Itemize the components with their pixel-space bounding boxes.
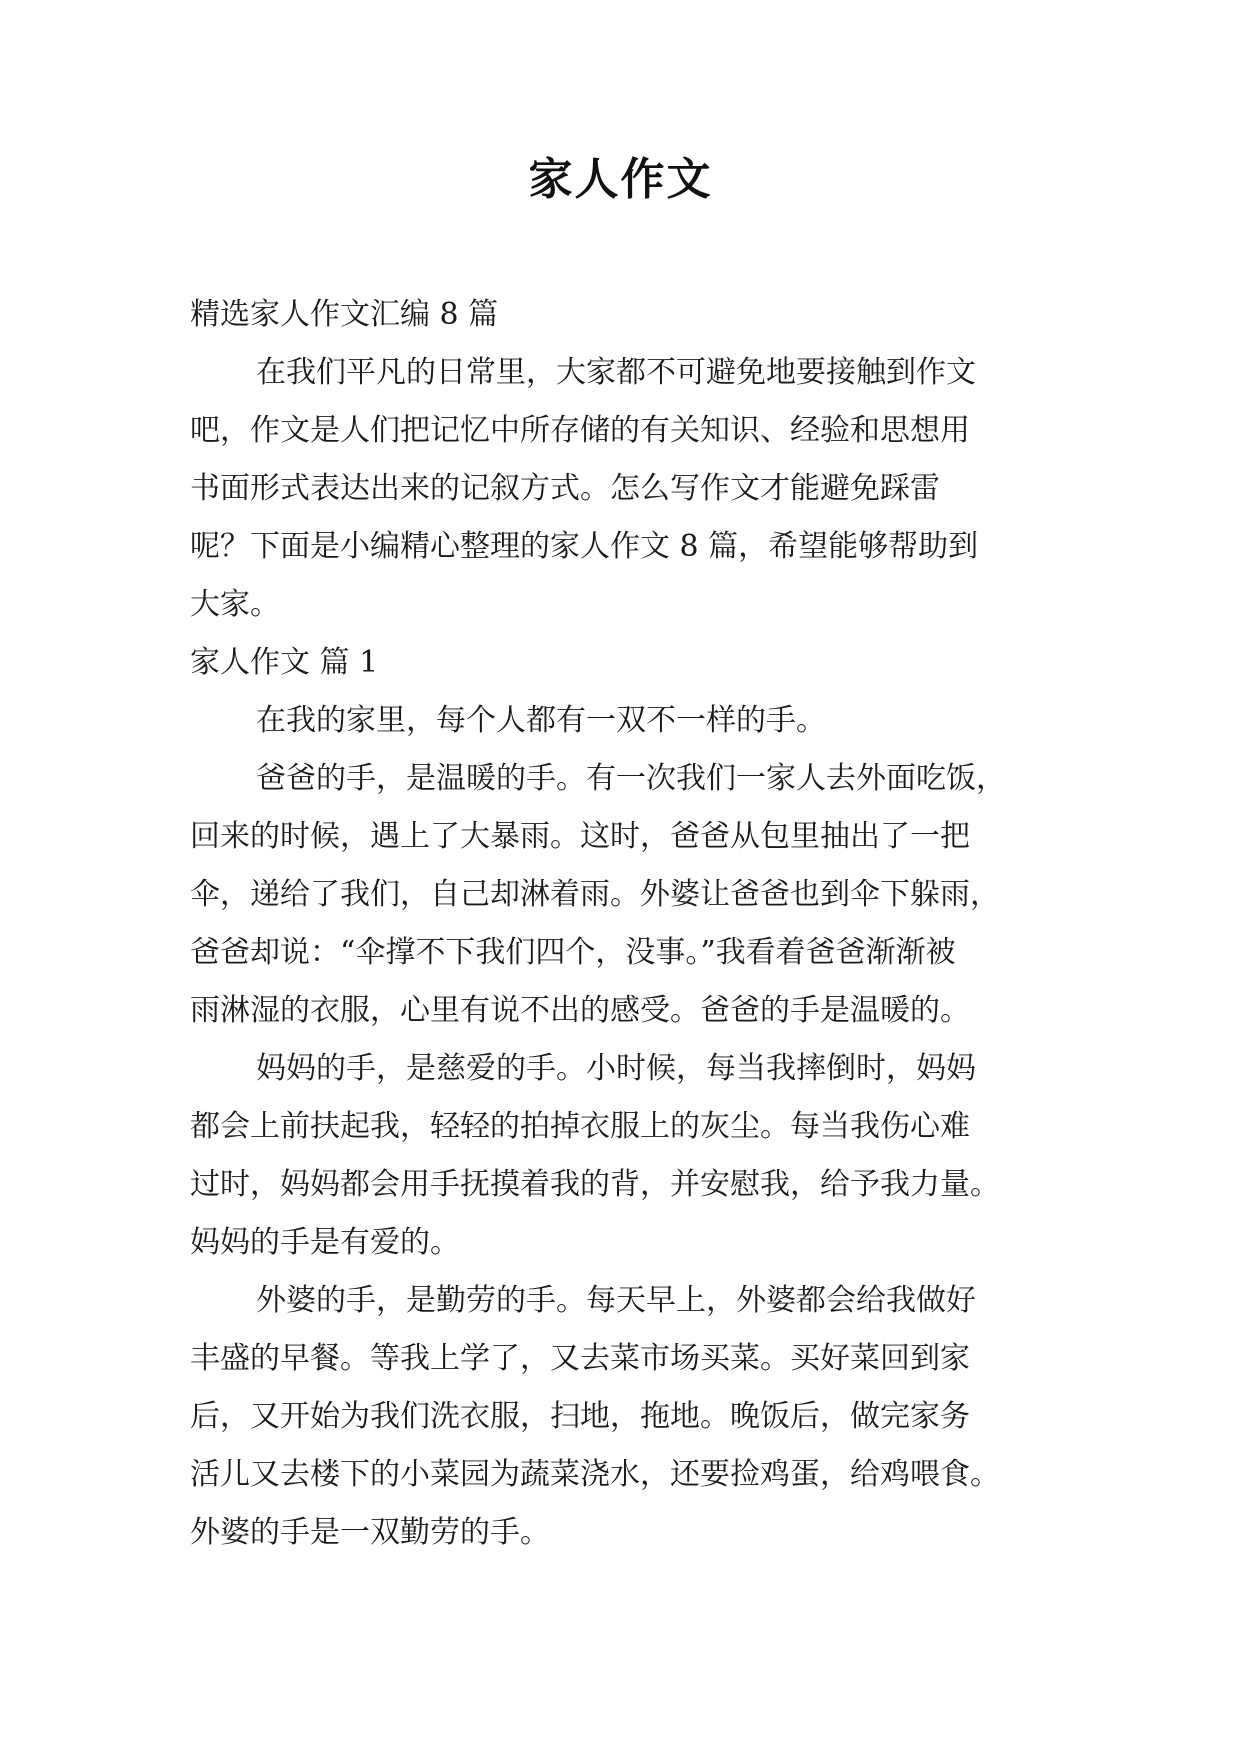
document-title: 家人作文 [528, 154, 713, 205]
paragraph-line: 外婆的手，是勤劳的手。每天早上，外婆都会给我做好 [256, 1283, 976, 1318]
paragraph-line: 爸爸的手，是温暖的手。有一次我们一家人去外面吃饭， [256, 761, 1006, 796]
paragraph-line: 妈妈的手，是慈爱的手。小时候，每当我摔倒时，妈妈 [256, 1051, 976, 1086]
paragraph-line: 爸爸却说：“伞撑不下我们四个，没事。”我看着爸爸渐渐被 [190, 935, 956, 970]
paragraph-line: 回来的时候，遇上了大暴雨。这时，爸爸从包里抽出了一把 [190, 819, 970, 854]
paragraph-line: 都会上前扶起我，轻轻的拍掉衣服上的灰尘。每当我伤心难 [190, 1109, 970, 1144]
paragraph-line: 丰盛的早餐。等我上学了，又去菜市场买菜。买好菜回到家 [190, 1341, 970, 1376]
section-heading: 家人作文 篇 1 [190, 645, 379, 680]
paragraph-line: 后，又开始为我们洗衣服，扫地，拖地。晚饭后，做完家务 [190, 1399, 970, 1434]
intro-line: 书面形式表达出来的记叙方式。怎么写作文才能避免踩雷 [190, 471, 940, 506]
paragraph-line: 过时，妈妈都会用手抚摸着我的背，并安慰我，给予我力量。 [190, 1167, 1000, 1202]
paragraph-line: 妈妈的手是有爱的。 [190, 1225, 460, 1260]
paragraph-line: 活儿又去楼下的小菜园为蔬菜浇水，还要捡鸡蛋，给鸡喂食。 [190, 1457, 1000, 1492]
intro-line: 大家。 [190, 587, 280, 622]
intro-line: 在我们平凡的日常里，大家都不可避免地要接触到作文 [256, 355, 976, 390]
document-body [190, 286, 1070, 1562]
intro-line: 呢？下面是小编精心整理的家人作文 8 篇，希望能够帮助到 [190, 529, 979, 564]
paragraph-line: 伞，递给了我们，自己却淋着雨。外婆让爸爸也到伞下躲雨， [190, 877, 1000, 912]
intro-line: 吧，作文是人们把记忆中所存储的有关知识、经验和思想用 [190, 413, 970, 448]
paragraph-line: 雨淋湿的衣服，心里有说不出的感受。爸爸的手是温暖的。 [190, 993, 970, 1028]
paragraph-line: 外婆的手是一双勤劳的手。 [190, 1515, 550, 1550]
paragraph-line: 在我的家里，每个人都有一双不一样的手。 [256, 703, 826, 738]
document-subtitle: 精选家人作文汇编 8 篇 [190, 297, 499, 332]
